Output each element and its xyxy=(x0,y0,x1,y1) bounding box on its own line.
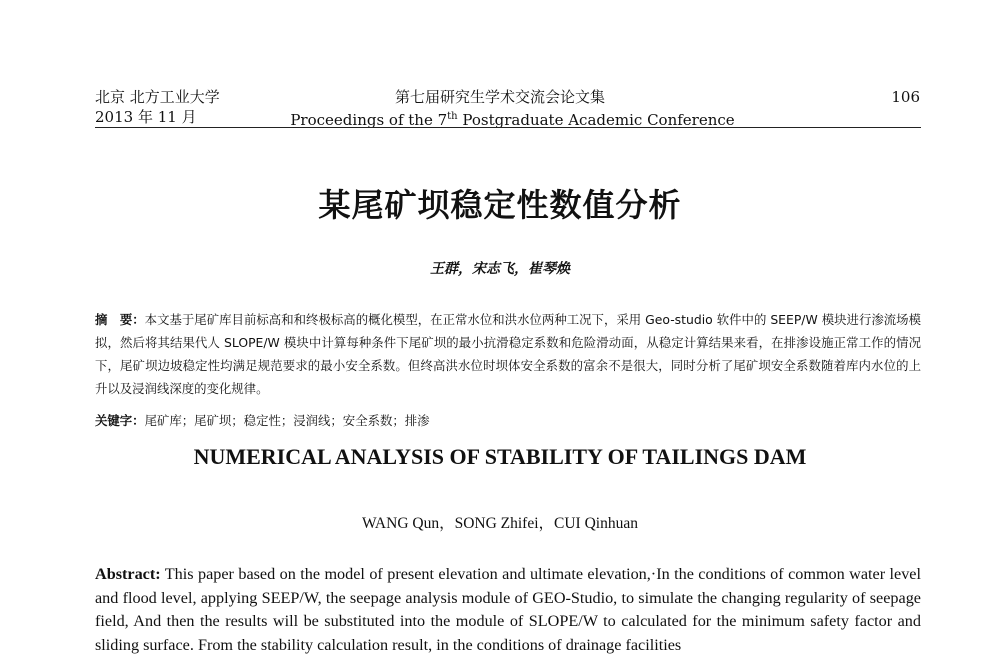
abstract-cn-label: 摘 要： xyxy=(95,312,145,327)
paper-title-en: NUMERICAL ANALYSIS OF STABILITY OF TAILINGS DAM xyxy=(193,444,807,469)
paper-title-cn: 某尾矿坝稳定性数值分析 xyxy=(318,186,682,224)
keywords-cn-text: 尾矿库；尾矿坝；稳定性；浸润线；安全系数；排渗 xyxy=(144,413,430,428)
header-proceedings-en-post: Postgraduate Academic Conference xyxy=(457,111,735,129)
header-rule xyxy=(95,127,921,128)
header-date: 2013 年 11 月 xyxy=(95,108,197,126)
abstract-en-label: Abstract: xyxy=(95,565,161,583)
abstract-en xyxy=(95,563,921,657)
authors-en: WANG Qun，SONG Zhifei，CUI Qinhuan xyxy=(362,515,638,532)
header-affiliation: 北京 北方工业大学 xyxy=(95,88,220,106)
abstract-en-text: This paper based on the model of present elevation and ultimate elevation,·In the conditions of common water level and flood level, applying SEEP/W, the seepage analysis module of GEO-Studio, to simulate the changing regularity of seepage field, And then the results will be substituted into the module of SLOPE/W to calculated for the minimum safety factor and sliding surface. From the stability calculation result, in the conditions of drainage facilities xyxy=(95,565,921,654)
keywords-cn xyxy=(95,411,921,431)
abstract-cn-text: 本文基于尾矿库目前标高和和终极标高的概化模型，在正常水位和洪水位两种工况下，采用 Geo-studio 软件中的 SEEP/W 模块进行渗流场模拟，然后将其结果代人 SLOPE/W 模块中计算每种条件下尾矿坝的最小抗滑稳定系数和危险滑动面，从稳定计算结果来看，在排渗设施正常工作的情况下，尾矿坝边坡稳定性均满足规范要求的最小安全系数。但终高洪水位时坝体安全系数的富余不是很大，同时分析了尾矿坝安全系数随着库内水位的上升以及浸润线深度的变化规律。 xyxy=(95,312,921,396)
authors-cn: 王群，宋志飞，崔琴焕 xyxy=(430,261,570,277)
header-proceedings-cn: 第七届研究生学术交流会论文集 xyxy=(394,88,605,106)
page-number: 106 xyxy=(891,88,920,106)
header-proceedings-en-pre: Proceedings of the 7 xyxy=(290,111,448,129)
keywords-cn-label: 关键字： xyxy=(95,413,145,428)
header-proceedings-en-sup: th xyxy=(447,111,458,122)
abstract-cn xyxy=(95,308,921,400)
